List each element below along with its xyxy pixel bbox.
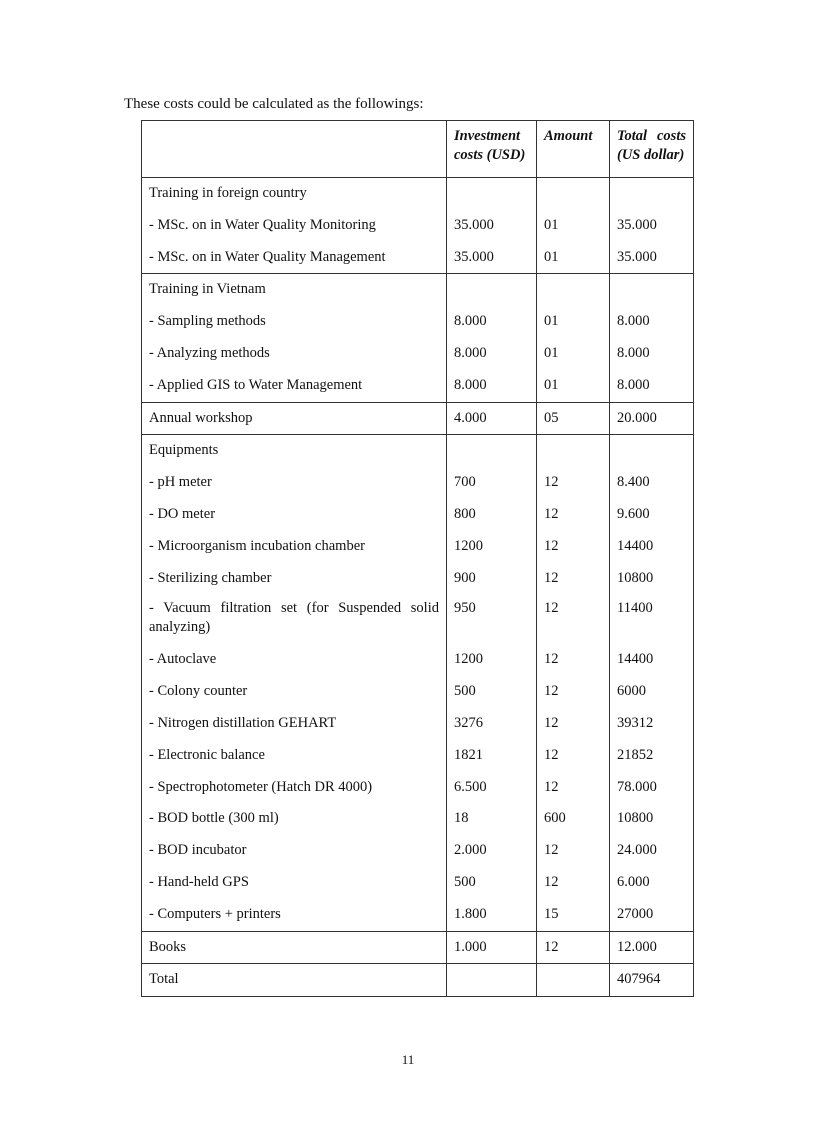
item-amount: 12 (544, 778, 559, 795)
list-item: - Vacuum filtration set (for Suspended solid analyzing) (149, 600, 439, 636)
item-amount: 12 (544, 569, 559, 586)
table-group-row (142, 402, 694, 435)
cell-investment (447, 274, 537, 402)
table-group-row (142, 178, 694, 274)
item-amount: 12 (544, 746, 559, 763)
cell-investment (447, 435, 537, 931)
item-investment: 1200 (454, 537, 483, 554)
item-total: 6.000 (617, 873, 650, 890)
item-amount: 15 (544, 905, 559, 922)
cell-item (142, 178, 447, 274)
item-total: 8.400 (617, 474, 650, 491)
cell-item (142, 274, 447, 402)
list-item: - Spectrophotometer (Hatch DR 4000) (149, 778, 373, 795)
item-amount: 01 (544, 216, 559, 233)
group-title: Total (149, 971, 179, 988)
item-total: 24.000 (617, 842, 657, 859)
list-item: - Applied GIS to Water Management (149, 376, 363, 393)
intro-text: These costs could be calculated as the followings: (124, 96, 424, 112)
table-group-row (142, 435, 694, 931)
list-item: - BOD incubator (149, 842, 247, 859)
cost-table (141, 120, 694, 997)
list-item: - Microorganism incubation chamber (149, 537, 365, 554)
group-investment: 1.000 (454, 938, 487, 955)
item-total: 21852 (617, 746, 654, 763)
list-item: - Electronic balance (149, 746, 265, 763)
item-amount: 12 (544, 714, 559, 731)
item-total: 14400 (617, 537, 654, 554)
list-item: - BOD bottle (300 ml) (149, 810, 279, 827)
item-amount: 12 (544, 873, 559, 890)
group-title: Training in Vietnam (149, 281, 266, 298)
item-total: 27000 (617, 905, 654, 922)
group-investment (454, 435, 529, 467)
item-investment: 18 (454, 810, 469, 827)
table-group-row (142, 964, 694, 997)
group-title: Books (149, 938, 187, 955)
item-total: 6000 (617, 683, 646, 700)
group-amount (544, 964, 602, 996)
item-amount: 12 (544, 474, 559, 491)
cell-amount (537, 435, 610, 931)
group-total (617, 435, 686, 467)
group-investment (454, 178, 529, 210)
cell-total (610, 178, 694, 274)
item-amount: 01 (544, 248, 559, 265)
group-amount (544, 274, 602, 306)
item-amount: 12 (544, 505, 559, 522)
item-investment: 35.000 (454, 248, 494, 265)
item-total: 10800 (617, 810, 654, 827)
item-total: 8.000 (617, 344, 650, 361)
item-total: 39312 (617, 714, 654, 731)
list-item: - Analyzing methods (149, 344, 270, 361)
item-amount: 01 (544, 313, 559, 330)
group-title: Equipments (149, 442, 219, 459)
header-amount: Amount (537, 121, 610, 178)
header-investment: Investment costs (USD) (447, 121, 537, 178)
item-total: 8.000 (617, 376, 650, 393)
cell-amount (537, 931, 610, 964)
item-investment: 6.500 (454, 778, 487, 795)
list-item: - Computers + printers (149, 905, 281, 922)
group-investment (454, 964, 529, 996)
group-investment (454, 274, 529, 306)
table-header-row (142, 121, 694, 178)
cell-total (610, 435, 694, 931)
item-investment: 1821 (454, 746, 483, 763)
item-amount: 12 (544, 683, 559, 700)
list-item: - MSc. on in Water Quality Monitoring (149, 216, 376, 233)
item-total: 11400 (617, 600, 653, 617)
item-total: 14400 (617, 651, 654, 668)
item-amount: 12 (544, 651, 559, 668)
item-investment: 900 (454, 569, 476, 586)
item-investment: 8.000 (454, 344, 487, 361)
item-investment: 950 (454, 600, 476, 617)
group-amount (544, 435, 602, 467)
cell-item (142, 402, 447, 435)
item-investment: 500 (454, 873, 476, 890)
list-item: - Nitrogen distillation GEHART (149, 714, 337, 731)
list-item: - DO meter (149, 505, 216, 522)
item-amount: 12 (544, 600, 559, 617)
item-investment: 35.000 (454, 216, 494, 233)
item-total: 35.000 (617, 216, 657, 233)
item-total: 10800 (617, 569, 654, 586)
item-investment: 8.000 (454, 313, 487, 330)
list-item: - MSc. on in Water Quality Management (149, 248, 386, 265)
cell-amount (537, 402, 610, 435)
item-investment: 1.800 (454, 905, 487, 922)
group-title: Annual workshop (149, 409, 253, 426)
list-item: - Colony counter (149, 683, 248, 700)
cell-amount (537, 274, 610, 402)
cell-investment (447, 964, 537, 997)
list-item: - Sampling methods (149, 313, 266, 330)
item-investment: 700 (454, 474, 476, 491)
list-item: - pH meter (149, 474, 212, 491)
item-investment: 1200 (454, 651, 483, 668)
table-group-row (142, 931, 694, 964)
item-amount: 01 (544, 376, 559, 393)
cell-item (142, 964, 447, 997)
list-item: - Hand-held GPS (149, 873, 249, 890)
cell-investment (447, 402, 537, 435)
item-amount: 01 (544, 344, 559, 361)
group-investment: 4.000 (454, 409, 487, 426)
cell-total (610, 931, 694, 964)
item-investment: 2.000 (454, 842, 487, 859)
group-title: Training in foreign country (149, 185, 307, 201)
item-investment: 800 (454, 505, 476, 522)
group-amount: 05 (544, 409, 559, 426)
item-amount: 12 (544, 842, 559, 859)
table-group-row (142, 274, 694, 402)
list-item: - Sterilizing chamber (149, 569, 272, 586)
item-investment: 3276 (454, 714, 483, 731)
cell-item (142, 435, 447, 931)
item-total: 35.000 (617, 248, 657, 265)
page-number: 11 (401, 1052, 415, 1067)
item-total: 78.000 (617, 778, 657, 795)
cell-total (610, 402, 694, 435)
group-amount (544, 178, 602, 210)
list-item: - Autoclave (149, 651, 217, 668)
item-total: 9.600 (617, 505, 650, 522)
cell-investment (447, 178, 537, 274)
item-amount: 12 (544, 537, 559, 554)
cell-total (610, 964, 694, 997)
item-investment: 500 (454, 683, 476, 700)
item-total: 8.000 (617, 313, 650, 330)
header-total: Total costs (US dollar) (610, 121, 694, 178)
cell-amount (537, 964, 610, 997)
group-total (617, 178, 686, 210)
item-amount: 600 (544, 810, 566, 827)
cell-amount (537, 178, 610, 274)
cell-investment (447, 931, 537, 964)
cell-item (142, 931, 447, 964)
group-total: 407964 (617, 971, 661, 988)
group-total (617, 274, 686, 306)
group-total: 12.000 (617, 938, 657, 955)
item-investment: 8.000 (454, 376, 487, 393)
header-item (142, 121, 447, 178)
group-amount: 12 (544, 938, 559, 955)
group-total: 20.000 (617, 409, 657, 426)
cell-total (610, 274, 694, 402)
